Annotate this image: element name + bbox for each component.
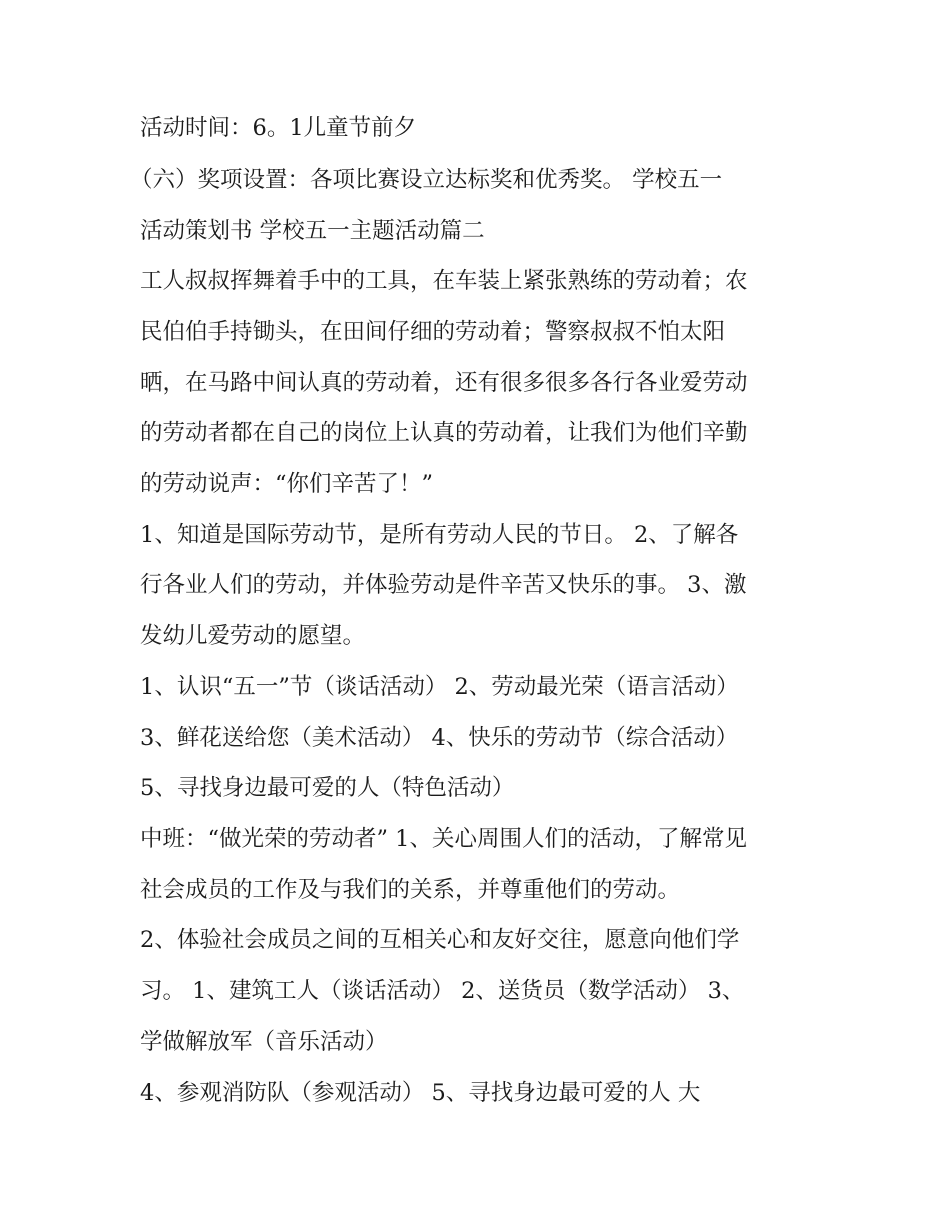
text-line: 1、认识“五一”节（谈话活动） 2、劳动最光荣（语言活动） — [140, 674, 739, 700]
text-line: （六）奖项设置：各项比赛设立达标奖和优秀奖。 学校五一 — [130, 167, 723, 193]
text-line: 行各业人们的劳动，并体验劳动是件辛苦又快乐的事。 3、激 — [140, 572, 747, 598]
text-line: 3、鲜花送给您（美术活动） 4、快乐的劳动节（综合活动） — [140, 725, 739, 751]
text-line: 学做解放军（音乐活动） — [140, 1029, 388, 1055]
text-line: 社会成员的工作及与我们的关系，并尊重他们的劳动。 — [140, 877, 681, 903]
text-line: 5、寻找身边最可爱的人（特色活动） — [140, 775, 515, 801]
text-line: 发幼儿爱劳动的愿望。 — [140, 623, 366, 649]
text-line: 民伯伯手持锄头，在田间仔细的劳动着；警察叔叔不怕太阳 — [140, 319, 726, 345]
text-line: 2、体验社会成员之间的互相关心和友好交往，愿意向他们学 — [140, 927, 740, 953]
text-line: 晒，在马路中间认真的劳动着，还有很多很多各行各业爱劳动 — [140, 370, 748, 396]
text-line: 活动时间：6。1儿童节前夕 — [140, 115, 417, 141]
text-line: 的劳动说声：“你们辛苦了！” — [140, 471, 434, 497]
text-line: 工人叔叔挥舞着手中的工具，在车装上紧张熟练的劳动着；农 — [140, 268, 748, 294]
text-line: 习。 1、建筑工人（谈话活动） 2、送货员（数学活动） 3、 — [140, 978, 745, 1004]
text-line: 1、知道是国际劳动节，是所有劳动人民的节日。 2、了解各 — [140, 522, 739, 548]
text-line: 活动策划书 学校五一主题活动篇二 — [140, 218, 485, 244]
text-line: 4、参观消防队（参观活动） 5、寻找身边最可爱的人 大 — [140, 1080, 701, 1106]
text-line: 的劳动者都在自己的岗位上认真的劳动着，让我们为他们辛勤 — [140, 420, 748, 446]
text-line: 中班：“做光荣的劳动者” 1、关心周围人们的活动，了解常见 — [140, 826, 747, 852]
